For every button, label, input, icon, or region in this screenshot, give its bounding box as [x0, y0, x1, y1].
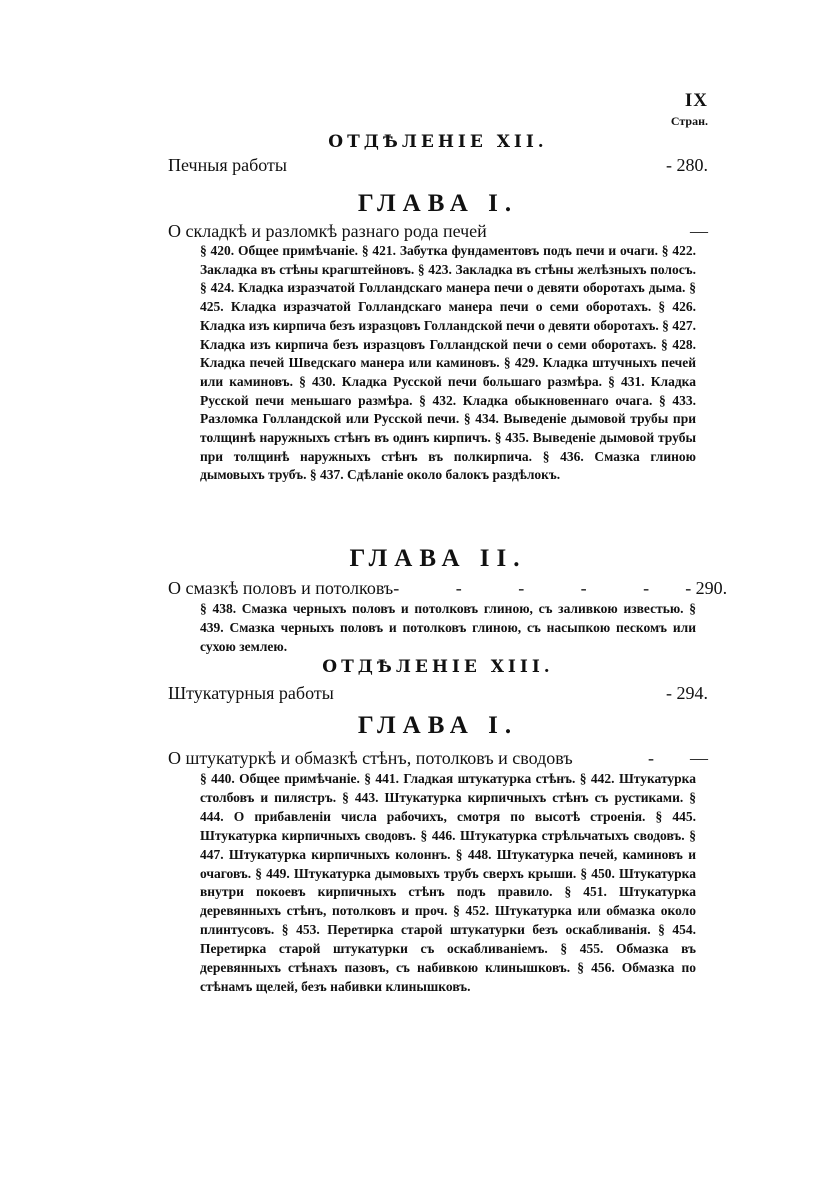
- chapter-heading: О складкѣ и разломкѣ разнаго рода печей: [168, 221, 487, 241]
- chapter-page: —: [690, 748, 708, 768]
- chapter-contents: § 438. Смазка черныхъ половъ и потолковъ глиною, съ заливкою известью. § 439. Смазка черныхъ половъ и потолковъ глиною, съ насыпкою пескомъ или сухою землею.: [200, 601, 696, 654]
- section-subject-row: [168, 683, 708, 704]
- chapter-title: ГЛАВА II.: [349, 545, 527, 572]
- section-subject-page: - 294.: [666, 683, 708, 703]
- chapter-heading: О смазкѣ половъ и потолковъ: [168, 578, 394, 598]
- section-title: ОТДѢЛЕНІЕ XIII.: [322, 657, 554, 677]
- chapter-page: - 290.: [685, 578, 728, 598]
- chapter-title: ГЛАВА I.: [357, 712, 519, 739]
- section-subject-page: - 280.: [666, 155, 708, 175]
- chapter-contents: § 420. Общее примѣчаніе. § 421. Забутка фундаментовъ подъ печи и очаги. § 422. Закладка въ стѣны крагштейновъ. § 423. Закладка въ стѣны желѣзныхъ полосъ. § 424. Кладка изразчатой Голландскаго манера печи о девяти оборотахъ дыма. § 425. Кладка изразчатой Голландскаго манера печи о семи оборотахъ. § 426. Кладка изъ кирпича безъ изразцовъ Голландской печи о девяти оборотахъ. § 427. Кладка изъ кирпича безъ изразцовъ Голландской печи о семи оборотахъ. § 428. Кладка печей Шведскаго манера или каминовъ. § 429. Кладка штучныхъ печей или каминовъ. § 430. Кладка Русской печи большаго размѣра. § 431. Кладка Русской печи меньшаго размѣра. § 432. Кладка обыкновеннаго очага. § 433. Разломка Голландской или Русской печи. § 434. Выведеніе дымовой трубы при толщинѣ наружныхъ стѣнъ въ одинъ кирпичъ. § 435. Выведеніе дымовой трубы при толщинѣ наружныхъ стѣнъ въ полкирпича. § 436. Смазка глиною дымовыхъ трубъ. § 437. Сдѣланіе около балокъ раздѣлокъ.: [200, 243, 696, 483]
- chapter-heading-row: [168, 748, 708, 769]
- chapter-heading-row: [168, 221, 708, 242]
- leader-dashes: - - - - -: [393, 578, 676, 598]
- pages-column-label: Стран.: [670, 114, 708, 128]
- chapter-heading-row: [168, 578, 728, 599]
- leader-dashes: -: [648, 748, 680, 768]
- chapter-title: ГЛАВА I.: [357, 190, 519, 217]
- chapter-page: —: [690, 221, 708, 241]
- section-subject-row: [168, 155, 708, 176]
- section-title: ОТДѢЛЕНІЕ XII.: [328, 132, 548, 152]
- section-subject: Печныя работы: [168, 155, 287, 175]
- section-subject: Штукатурныя работы: [168, 683, 334, 703]
- chapter-contents: § 440. Общее примѣчаніе. § 441. Гладкая штукатурка стѣнъ. § 442. Штукатурка столбовъ и пилястръ. § 443. Штукатурка кирпичныхъ стѣнъ съ рустиками. § 444. О прибавленіи числа рабочихъ, смотря по высотѣ строенія. § 445. Штукатурка кирпичныхъ сводовъ. § 446. Штукатурка стрѣльчатыхъ сводовъ. § 447. Штукатурка кирпичныхъ колоннъ. § 448. Штукатурка печей, каминовъ и очаговъ. § 449. Штукатурка дымовыхъ трубъ сверхъ крыши. § 450. Штукатурка внутри покоевъ кирпичныхъ стѣнъ подъ правило. § 451. Штукатурка деревянныхъ стѣнъ, потолковъ и проч. § 452. Штукатурка или обмазка около плинтусовъ. § 453. Перетирка старой штукатурки безъ оскабливанія. § 454. Перетирка старой штукатурки съ оскабливаніемъ. § 455. Обмазка въ деревянныхъ стѣнахъ пазовъ, съ набивкою клинышковъ. § 456. Обмазка по стѣнамъ щелей, безъ набивки клинышковъ.: [200, 771, 696, 994]
- chapter-heading: О штукатуркѣ и обмазкѣ стѣнъ, потолковъ и сводовъ: [168, 748, 573, 768]
- page-number: IX: [684, 90, 708, 111]
- page-header: [671, 90, 708, 129]
